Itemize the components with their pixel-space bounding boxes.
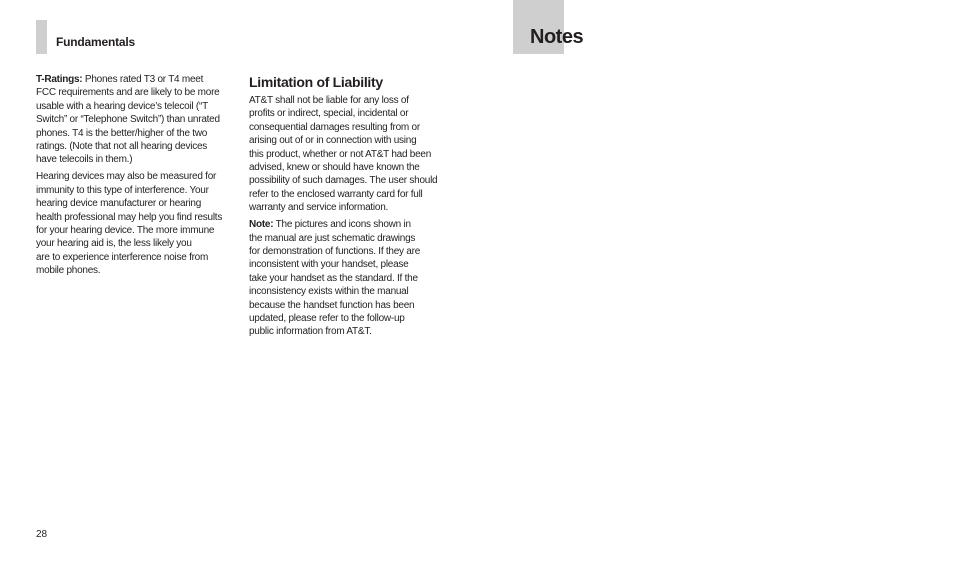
- t-ratings-paragraph: [36, 73, 232, 167]
- note-paragraph: [249, 218, 449, 339]
- t-ratings-line: Switch” or “Telephone Switch”) than unrated: [36, 114, 220, 126]
- t-ratings-line: have telecoils in them.): [36, 154, 133, 166]
- immunity-line: your hearing aid is, the less likely you: [36, 238, 192, 250]
- section-tab-marker: [36, 20, 47, 54]
- immunity-line: mobile phones.: [36, 265, 101, 277]
- section-label: Fundamentals: [56, 35, 135, 49]
- liability-line: profits or indirect, special, incidental or: [249, 108, 409, 120]
- liability-paragraph: [249, 94, 449, 215]
- notes-title: Notes: [530, 26, 584, 48]
- note-line: public information from AT&T.: [249, 326, 372, 338]
- liability-line: consequential damages resulting from or: [249, 121, 420, 133]
- liability-line: arising out of or in connection with using: [249, 135, 417, 147]
- t-ratings-label: T-Ratings:: [36, 74, 83, 85]
- immunity-line: Hearing devices may also be measured for: [36, 171, 217, 183]
- left-column: [36, 73, 232, 281]
- note-line: because the handset function has been: [249, 299, 415, 311]
- t-ratings-line: ratings. (Note that not all hearing devices: [36, 141, 208, 153]
- liability-heading: Limitation of Liability: [249, 74, 383, 90]
- liability-line: AT&T shall not be liable for any loss of: [249, 95, 409, 106]
- liability-line: refer to the enclosed warranty card for full: [249, 188, 423, 200]
- immunity-paragraph: [36, 170, 232, 277]
- liability-line: this product, whether or not AT&T had been: [249, 148, 432, 160]
- note-line: inconsistent with your handset, please: [249, 259, 409, 271]
- page-number: 28: [36, 529, 48, 540]
- note-line-1: Note: The pictures and icons shown in: [249, 219, 411, 231]
- immunity-line: for your hearing device. The more immune: [36, 224, 215, 236]
- t-ratings-line-1: T-Ratings: Phones rated T3 or T4 meet: [36, 74, 204, 85]
- immunity-line: hearing device manufacturer or hearing: [36, 198, 202, 210]
- immunity-line: immunity to this type of interference. Your: [36, 184, 209, 196]
- immunity-line: health professional may help you find results: [36, 211, 223, 223]
- right-column: [249, 74, 449, 342]
- note-line: updated, please refer to the follow-up: [249, 313, 405, 324]
- note-line: for demonstration of functions. If they are: [249, 245, 421, 257]
- immunity-line: are to experience interference noise from: [36, 251, 209, 263]
- note-line: the manual are just schematic drawings: [249, 232, 416, 244]
- note-line: take your handset as the standard. If the: [249, 272, 418, 284]
- liability-line: advised, knew or should have known the: [249, 162, 420, 174]
- liability-line: possibility of such damages. The user should: [249, 175, 438, 187]
- t-ratings-line: phones. T4 is the better/higher of the two: [36, 127, 208, 139]
- note-line: inconsistency exists within the manual: [249, 286, 409, 298]
- t-ratings-line: FCC requirements and are likely to be more: [36, 87, 220, 99]
- note-label: Note:: [249, 219, 274, 231]
- t-ratings-line: usable with a hearing device’s telecoil (“T: [36, 100, 208, 112]
- liability-line: warranty and service information.: [249, 202, 389, 214]
